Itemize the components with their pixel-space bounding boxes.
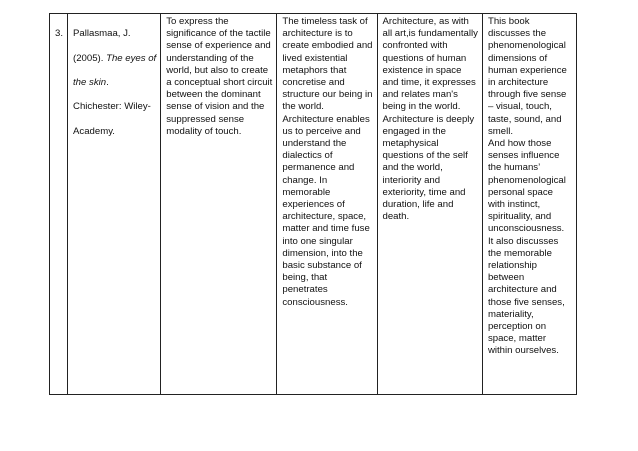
summary-line: in architecture xyxy=(487,77,549,89)
summary-line: personal space xyxy=(487,186,554,198)
summary-line: This book xyxy=(487,16,530,27)
literature-review-table xyxy=(49,13,577,395)
purpose-line: modality of touch. xyxy=(166,125,242,137)
purpose-line: world, but also to create xyxy=(166,64,269,76)
key-argument-line: into one singular xyxy=(282,235,353,247)
key-argument-line: matter and time fuse xyxy=(282,223,370,235)
key-argument-cell xyxy=(277,14,377,395)
summary-line: within ourselves. xyxy=(487,345,559,357)
key-argument-line: us to perceive and xyxy=(282,125,361,137)
key-argument-line: experiences of xyxy=(282,199,345,211)
reference-title-part-1: The eyes of xyxy=(106,52,157,64)
key-argument-line: architecture, space, xyxy=(282,211,367,223)
purpose-line: suppressed sense xyxy=(166,113,245,125)
key-argument-line: architecture is to xyxy=(282,28,353,40)
reference-publisher-line-2: Academy. xyxy=(73,125,115,137)
key-argument-line: lived existential xyxy=(282,52,348,64)
key-argument-line: penetrates xyxy=(282,284,328,296)
reference-cell xyxy=(68,14,161,395)
purpose-cell xyxy=(161,14,277,395)
purpose-line: understanding of the xyxy=(166,52,254,64)
theme-line: confronted with xyxy=(382,40,448,52)
purpose-line: To express the xyxy=(166,16,229,27)
summary-line: perception on xyxy=(487,321,547,333)
purpose-line: a conceptual short circuit xyxy=(166,77,273,89)
key-argument-line: the world. xyxy=(282,101,324,113)
purpose-line: between the dominant xyxy=(166,89,261,101)
purpose-line: sense of experience and xyxy=(166,40,271,52)
summary-line: materiality, xyxy=(487,308,534,320)
key-argument-line: permanence and xyxy=(282,162,355,174)
reference-authors-line-1: Pallasmaa, J. xyxy=(73,28,131,40)
row-number: 3. xyxy=(55,28,64,40)
theme-line: questions of the self xyxy=(382,150,468,162)
summary-line: architecture and xyxy=(487,284,557,296)
key-argument-line: concretise and xyxy=(282,77,345,89)
summary-line: human experience xyxy=(487,64,567,76)
theme-line: all art,is fundamentally xyxy=(382,28,478,40)
theme-line: metaphysical xyxy=(382,138,439,150)
summary-cell xyxy=(482,14,576,395)
summary-line: unconsciousness. xyxy=(487,223,565,235)
theme-line: and the world, xyxy=(382,162,443,174)
key-argument-line: being, that xyxy=(282,272,328,284)
summary-line: phenomenological xyxy=(487,174,566,186)
purpose-line: sense of vision and the xyxy=(166,101,265,113)
summary-line: space, matter xyxy=(487,333,547,345)
summary-line: the memorable xyxy=(487,247,552,259)
summary-line: with instinct, xyxy=(487,199,541,211)
theme-cell xyxy=(377,14,482,395)
summary-line: spirituality, and xyxy=(487,211,552,223)
theme-line: and relates man's xyxy=(382,89,458,101)
theme-line: Architecture is deeply xyxy=(382,113,475,125)
summary-line: – visual, touch, xyxy=(487,101,552,113)
row-number-cell xyxy=(50,14,68,395)
reference-title-suffix: . xyxy=(106,77,109,89)
key-argument-line: memorable xyxy=(282,186,331,198)
theme-line: engaged in the xyxy=(382,125,446,137)
key-argument-line: change. In xyxy=(282,174,328,186)
theme-line: duration, life and xyxy=(382,199,454,211)
summary-line: through five sense xyxy=(487,89,567,101)
key-argument-line: understand the xyxy=(282,138,347,150)
reference-title-line-2 xyxy=(73,77,156,89)
table-row xyxy=(50,14,577,395)
key-argument-line: structure our being in xyxy=(282,89,373,101)
reference-publisher-line-1: Chichester: Wiley- xyxy=(73,101,151,113)
key-argument-line: The timeless task of xyxy=(282,16,368,27)
key-argument-line: consciousness. xyxy=(282,296,348,308)
theme-line: being in the world. xyxy=(382,101,461,113)
summary-line: taste, sound, and xyxy=(487,113,562,125)
theme-line: Architecture, as with xyxy=(382,16,469,27)
theme-line: and time, it expresses xyxy=(382,77,476,89)
theme-line: questions of human xyxy=(382,52,467,64)
summary-line: And how those xyxy=(487,138,552,150)
theme-line: interiority and xyxy=(382,174,441,186)
reference-title-part-2: the skin xyxy=(73,77,107,89)
summary-line: senses influence xyxy=(487,150,560,162)
summary-line: relationship xyxy=(487,260,538,272)
summary-line: It also discusses xyxy=(487,235,559,247)
purpose-line: significance of the tactile xyxy=(166,28,271,40)
summary-line: those five senses, xyxy=(487,296,565,308)
theme-line: exteriority, time and xyxy=(382,186,466,198)
key-argument-line: Architecture enables xyxy=(282,113,370,125)
summary-line: between xyxy=(487,272,525,284)
key-argument-line: dialectics of xyxy=(282,150,333,162)
key-argument-line: basic substance of xyxy=(282,260,362,272)
summary-line: phenomenological xyxy=(487,40,566,52)
key-argument-line: create embodied and xyxy=(282,40,373,52)
summary-line: dimensions of xyxy=(487,52,548,64)
key-argument-line: metaphors that xyxy=(282,64,347,76)
summary-line: the humans’ xyxy=(487,162,541,174)
theme-line: existence in space xyxy=(382,64,462,76)
theme-line: death. xyxy=(382,211,410,223)
summary-line: discusses the xyxy=(487,28,547,40)
summary-line: smell. xyxy=(487,125,514,137)
key-argument-line: dimension, into the xyxy=(282,247,363,259)
reference-year-title-line: (2005). The eyes of xyxy=(73,52,157,64)
